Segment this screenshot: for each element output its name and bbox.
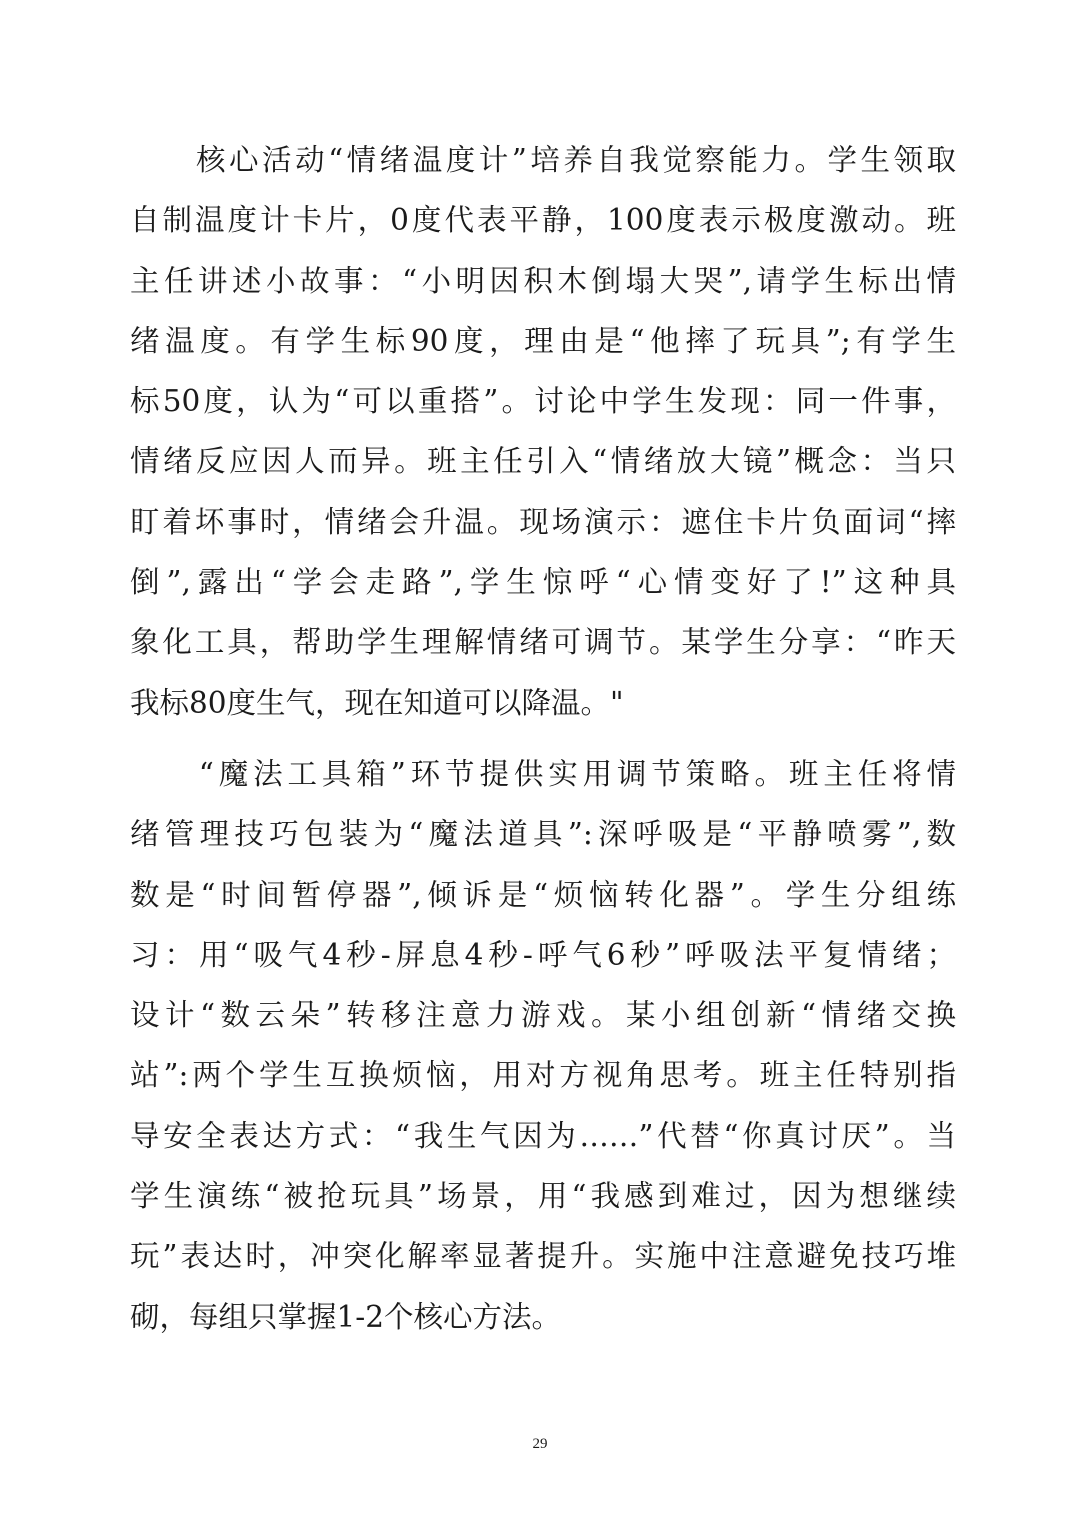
text-line: 绪温度。有学生标90度，理由是“他摔了玩具”;有学生 — [130, 323, 956, 358]
text-line: 砌，每组只掌握1-2个核心方法。 — [130, 1299, 562, 1334]
text-line: 站”:两个学生互换烦恼，用对方视角思考。班主任特别指 — [130, 1058, 956, 1093]
text-line: 玩”表达时，冲突化解率显著提升。实施中注意避免技巧堆 — [130, 1239, 956, 1274]
paragraph-1 — [130, 130, 956, 733]
paragraph-2 — [130, 744, 956, 1347]
text-line: 情绪反应因人而异。班主任引入“情绪放大镜”概念：当只 — [130, 444, 956, 479]
text-line: 核心活动“情绪温度计”培养自我觉察能力。学生领取 — [130, 143, 956, 177]
text-line: 绪管理技巧包装为“魔法道具”:深呼吸是“平静喷雾”,数 — [130, 817, 956, 852]
text-line: 我标80度生气，现在知道可以降温。" — [130, 685, 624, 720]
body-text — [130, 130, 956, 1347]
text-line: 习：用“吸气4秒-屏息4秒-呼气6秒”呼吸法平复情绪； — [130, 937, 956, 972]
text-line: 倒”,露出“学会走路”,学生惊呼“心情变好了!”这种具 — [130, 565, 956, 600]
text-line: 设计“数云朵”转移注意力游戏。某小组创新“情绪交换 — [130, 998, 956, 1033]
text-line: 自制温度计卡片，0度代表平静，100度表示极度激动。班 — [130, 203, 956, 238]
text-line: 学生演练“被抢玩具”场景，用“我感到难过，因为想继续 — [130, 1179, 956, 1214]
text-line: 导安全表达方式：“我生气因为……”代替“你真讨厌”。当 — [130, 1118, 956, 1153]
text-line: 数是“时间暂停器”,倾诉是“烦恼转化器”。学生分组练 — [130, 877, 956, 912]
text-line: 主任讲述小故事：“小明因积木倒塌大哭”,请学生标出情 — [130, 263, 956, 298]
text-line: 象化工具，帮助学生理解情绪可调节。某学生分享：“昨天 — [130, 625, 956, 660]
text-line: 盯着坏事时，情绪会升温。现场演示：遮住卡片负面词“摔 — [130, 504, 956, 539]
text-line: 标50度，认为“可以重搭”。讨论中学生发现：同一件事， — [130, 384, 956, 419]
page-number: 29 — [532, 1436, 548, 1452]
paragraph-spacing — [130, 733, 956, 744]
text-line: “魔法工具箱”环节提供实用调节策略。班主任将情 — [130, 756, 956, 791]
